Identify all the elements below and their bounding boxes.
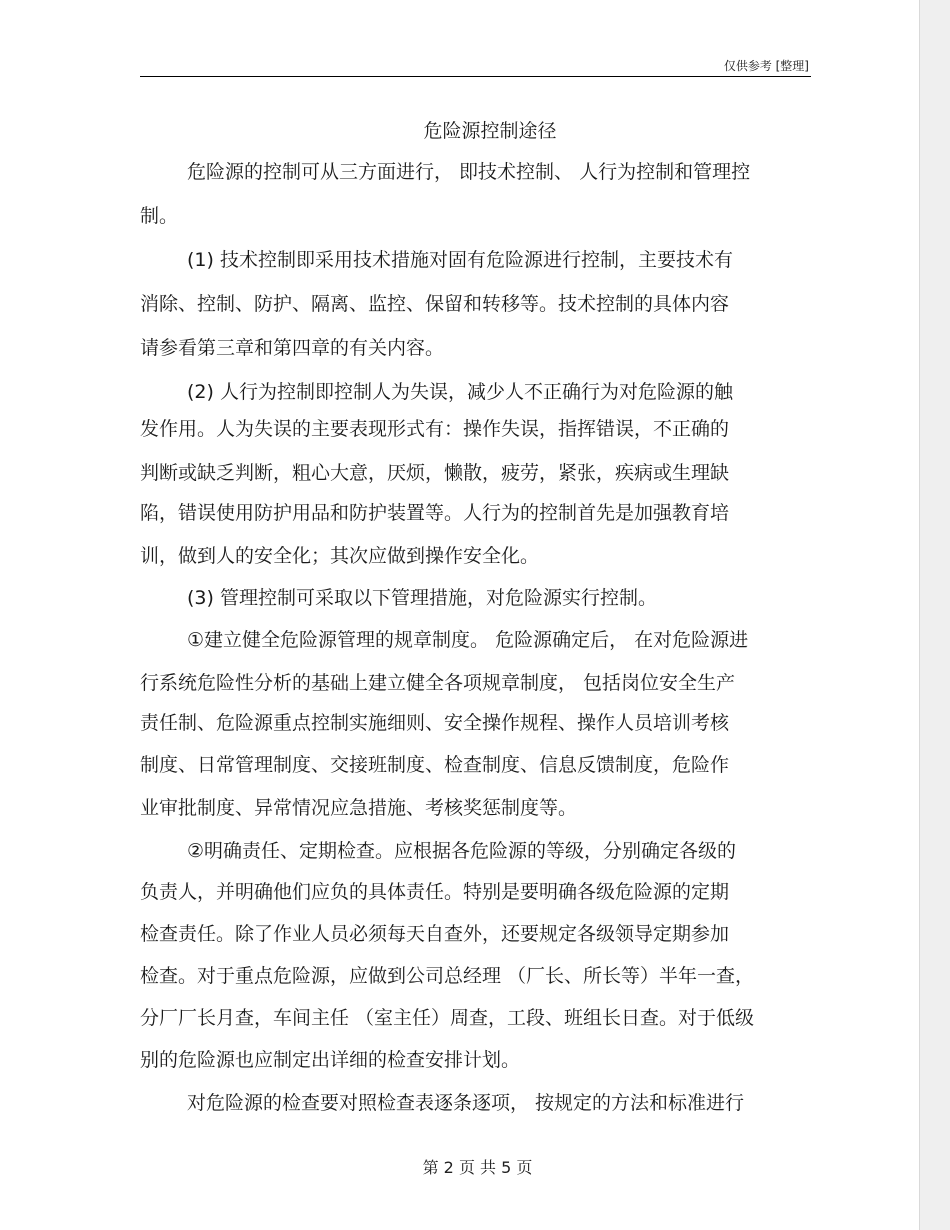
body-line: 业审批制度、异常情况应急措施、考核奖惩制度等。 <box>140 797 578 819</box>
body-line: 负责人，并明确他们应负的具体责任。特别是要明确各级危险源的定期 <box>140 881 730 903</box>
body-line: 分厂厂长月查，车间主任 （室主任）周查，工段、班组长日查。对于低级 <box>140 1007 755 1029</box>
body-line: (1) 技术控制即采用技术措施对固有危险源进行控制，主要技术有 <box>187 249 733 271</box>
body-line: 发作用。人为失误的主要表现形式有：操作失误，指挥错误，不正确的 <box>140 418 730 440</box>
page-edge-shadow <box>919 0 950 1230</box>
body-line: 陷，错误使用防护用品和防护装置等。人行为的控制首先是加强教育培 <box>140 502 730 524</box>
page-number-footer: 第 2 页 共 5 页 <box>422 1158 533 1177</box>
header-note: 仅供参考 [整理] <box>723 59 809 73</box>
body-line: 对危险源的检查要对照检查表逐条逐项， 按规定的方法和标准进行 <box>187 1092 745 1114</box>
body-line: 别的危险源也应制定出详细的检查安排计划。 <box>140 1049 521 1071</box>
body-line: 检查责任。除了作业人员必须每天自查外，还要规定各级领导定期参加 <box>140 923 730 945</box>
body-line: (3) 管理控制可采取以下管理措施，对危险源实行控制。 <box>187 587 657 609</box>
body-line: 请参看第三章和第四章的有关内容。 <box>140 337 445 359</box>
body-line: 责任制、危险源重点控制实施细则、安全操作规程、操作人员培训考核 <box>140 712 730 734</box>
body-line: ①建立健全危险源管理的规章制度。 危险源确定后， 在对危险源进 <box>187 629 749 651</box>
document-title: 危险源控制途径 <box>423 120 557 142</box>
body-line: 制。 <box>140 205 179 227</box>
body-line: 消除、控制、防护、隔离、监控、保留和转移等。技术控制的具体内容 <box>140 293 730 315</box>
header-rule <box>140 76 811 77</box>
body-line: 制度、日常管理制度、交接班制度、检查制度、信息反馈制度，危险作 <box>140 754 730 776</box>
body-line: 训，做到人的安全化；其次应做到操作安全化。 <box>140 545 540 567</box>
body-line: 危险源的控制可从三方面进行， 即技术控制、 人行为控制和管理控 <box>187 161 751 183</box>
body-line: 检查。对于重点危险源，应做到公司总经理 （厂长、所长等）半年一查， <box>140 965 755 987</box>
body-line: 行系统危险性分析的基础上建立健全各项规章制度， 包括岗位安全生产 <box>140 672 736 694</box>
body-line: 判断或缺乏判断，粗心大意，厌烦，懒散，疲劳，紧张，疾病或生理缺 <box>140 462 730 484</box>
body-line: (2) 人行为控制即控制人为失误，减少人不正确行为对危险源的触 <box>187 381 733 403</box>
body-line: ②明确责任、定期检查。应根据各危险源的等级，分别确定各级的 <box>187 840 737 862</box>
